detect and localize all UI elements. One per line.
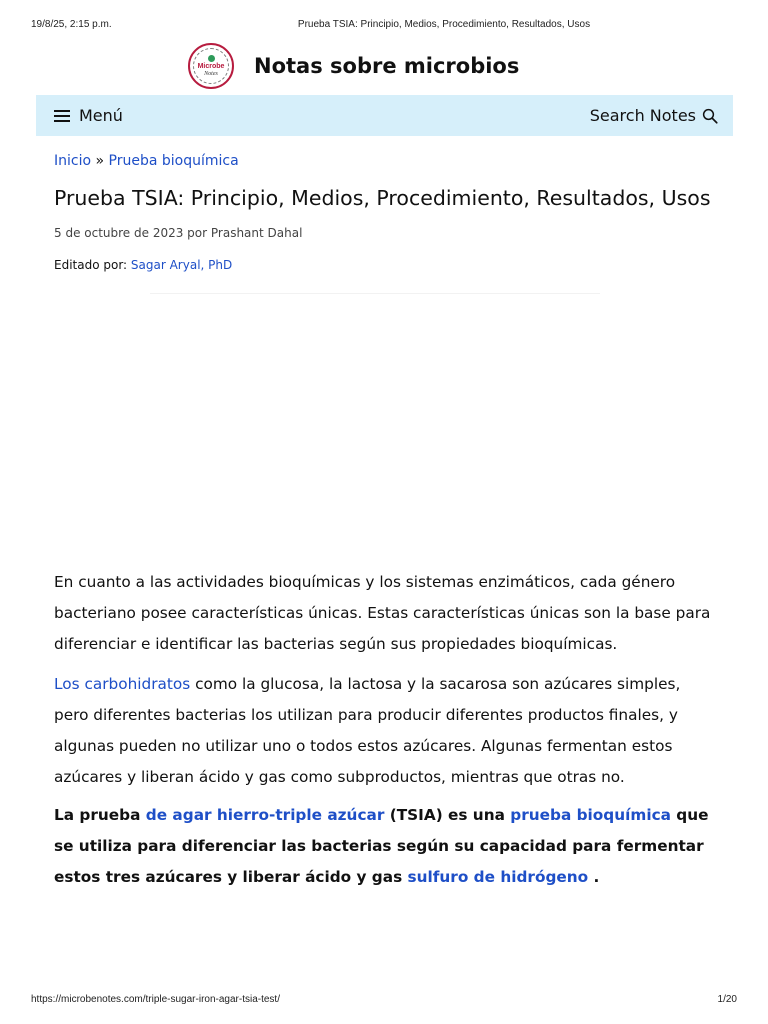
print-header xyxy=(0,0,768,34)
logo-text-sub: Notes xyxy=(204,70,218,77)
logo-dot-icon xyxy=(208,55,215,62)
carbohydrates-link[interactable]: Los carbohidratos xyxy=(54,675,191,693)
logo-text-main: Microbe xyxy=(197,62,225,70)
menu-button[interactable] xyxy=(54,106,123,125)
tsia-text-c: que se utiliza para diferenciar las bacterias según su capacidad para fermentar estos tres azúcares y liberar ácido y gas xyxy=(54,806,709,886)
print-date: 19/8/25, 2:15 p.m. xyxy=(31,19,112,30)
site-name[interactable]: Notas sobre microbios xyxy=(254,54,520,78)
hydrogen-sulfide-link[interactable]: sulfuro de hidrógeno xyxy=(407,868,589,886)
publish-date: 5 de octubre de 2023 xyxy=(54,226,184,240)
print-page-number: 1/20 xyxy=(717,994,737,1005)
search-label: Search Notes xyxy=(589,106,696,125)
paragraph-tsia xyxy=(54,800,714,893)
menu-label: Menú xyxy=(79,106,123,125)
breadcrumb xyxy=(54,153,714,169)
tsia-text-a: La prueba xyxy=(54,806,146,824)
divider xyxy=(150,293,600,294)
tsia-text-d: . xyxy=(588,868,600,886)
print-footer xyxy=(0,992,768,1012)
print-url: https://microbenotes.com/triple-sugar-iron-agar-tsia-test/ xyxy=(31,994,280,1005)
editor-prefix: Editado por: xyxy=(54,258,131,272)
navbar xyxy=(36,95,733,136)
biochemical-test-link[interactable]: prueba bioquímica xyxy=(510,806,671,824)
tsia-agar-link[interactable]: de agar hierro-triple azúcar xyxy=(145,806,385,824)
page-title: Prueba TSIA: Principio, Medios, Procedimiento, Resultados, Usos xyxy=(54,186,711,210)
paragraph-intro: En cuanto a las actividades bioquímicas y los sistemas enzimáticos, cada género bacteriano posee características únicas. Estas características únicas son la base para diferenciar e identificar las bacterias según sus propiedades bioquímicas. xyxy=(54,573,711,653)
breadcrumb-separator: » xyxy=(91,153,109,169)
tsia-text-b: (TSIA) es una xyxy=(384,806,511,824)
editor-link[interactable]: Sagar Aryal, PhD xyxy=(130,258,233,272)
search-icon xyxy=(701,107,719,125)
article-byline xyxy=(54,226,714,240)
site-header xyxy=(188,41,519,91)
site-logo[interactable] xyxy=(188,43,234,89)
author-name: Prashant Dahal xyxy=(210,226,303,240)
byline-by: por xyxy=(183,226,211,240)
breadcrumb-category-link[interactable]: Prueba bioquímica xyxy=(108,153,239,169)
paragraph-carbohydrates-text: como la glucosa, la lactosa y la sacarosa son azúcares simples, pero diferentes bacterias los utilizan para producir diferentes productos finales, y algunas pueden no utilizar uno o todos estos azúcares. Algunas fermentan estos azúcares y liberan ácido y gas como subproductos, mientras que otras no. xyxy=(54,675,681,786)
article-editor xyxy=(54,258,714,272)
paragraph-carbohydrates xyxy=(54,669,714,793)
search-button[interactable] xyxy=(590,106,719,125)
breadcrumb-home-link[interactable]: Inicio xyxy=(54,153,92,169)
print-doc-title: Prueba TSIA: Principio, Medios, Procedimiento, Resultados, Usos xyxy=(297,19,591,30)
hamburger-icon xyxy=(54,110,70,122)
